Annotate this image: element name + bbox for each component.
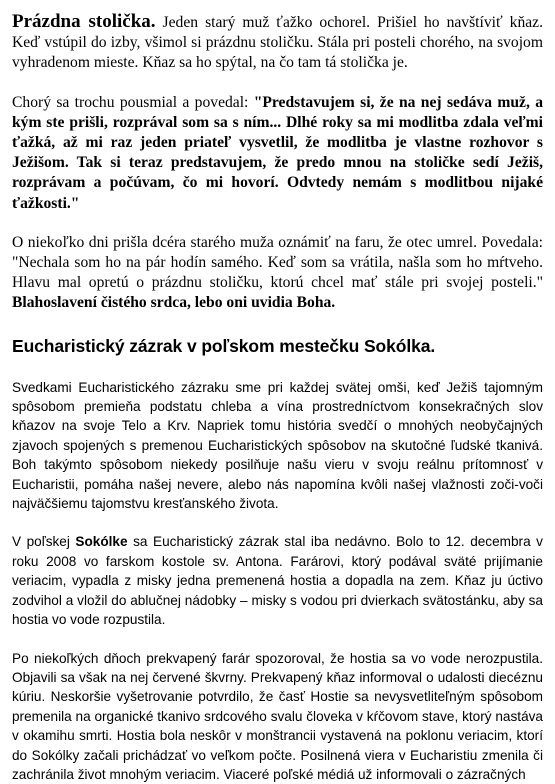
story-p3-text: O niekoľko dni prišla dcéra starého muža oznámiť na faru, že otec umrel. Povedala: "Nechala som ho na pár hodín samého. Keď som sa vrátila, našla som ho mŕtveho. Hlavu mal opretú o prázdnu stoličku, ktorú chcel mať stále pri svojej posteli."	[12, 233, 543, 292]
article-heading: Eucharistický zázrak v poľskom mestečku Sokólka.	[12, 335, 436, 356]
article-paragraph-2	[12, 532, 543, 629]
article-paragraph-1: Svedkami Eucharistického zázraku sme pri každej svätej omši, keď Ježiš tajomným spôsobom premieňa podstatu chleba a vína prostredníctvom konsekračných slov kňazov na svoje Telo a Krv. Napriek tomu história svedčí o mnohých neobyčajných zjavoch spojených s premenou Eucharistických spôsobov na skutočné ľudské tkanivá. Boh takýmto spôsobom niekedy posilňuje našu vieru v svoju reálnu prítomnosť v Eucharistii, pomáha našej nevere, alebo nás napomína kvôli našej vlažnosti zoči-voči najväčšiemu tajomstvu kresťanského života.	[12, 379, 543, 512]
article-p5-post: sa Eucharistický zázrak stal iba nedávno. Bolo to 12. decembra v roku 2008 vo farskom kostole sv. Antona. Farárovi, ktorý podával sväté prijímanie veriacim, vypadla z misky jedna premenená hostia a dopadla na zem. Kňaz ju úctivo zodvihol a vložil do ablučnej nádobky – misky s vodou pri dvierkach svätostánku, aby sa hostia vo vode rozpustila.	[12, 534, 543, 628]
story-paragraph-2	[12, 93, 543, 214]
article-p5-bold: Sokólke	[75, 534, 128, 550]
story-p2-quote: "Predstavujem si, že na nej sedáva muž, a kým ste prišli, rozprával som sa s ním... Dlhé roky sa mi modlitba zdala veľmi ťažká, až mi raz jeden priateľ vysvetlil, že modlitba je vlastne rozhovor s Ježišom. Tak si teraz predstavujem, že predo mnou na stoličke sedí Ježiš, rozprávam a počúvam, čo mi hovorí. Odvtedy nemám s modlitbou nijaké ťažkosti."	[12, 93, 543, 212]
article-p5-pre: V poľskej	[12, 534, 76, 550]
article-paragraph-3: Po niekoľkých dňoch prekvapený farár spozoroval, že hostia sa vo vode nerozpustila. Objavili sa však na nej červené škvrny. Prekvapený kňaz informoval o udalosti diecéznu kúriu. Neskoršie vyšetrovanie potvrdilo, že časť Hostie sa nevysvetliteľným spôsobom premenila na organické tkanivo srdcového svalu človeka v kŕčovom stave, ktorý nastáva v okamihu smrti. Hostia bola neskôr v monštrancii vystavená na poklonu veriacim, ktorí do Sokólky začali prichádzať vo veľkom počte. Posilnená viera v Eucharistiu zmenila či zachránila život mnohým veriacim. Viaceré poľské médiá už informovali o zázračných	[12, 650, 543, 782]
story-title: Prázdna stolička.	[12, 11, 156, 32]
story-paragraph-3	[12, 233, 543, 314]
story-paragraph-1	[12, 12, 543, 74]
document-page	[12, 12, 543, 784]
story-p3-bold: Blahoslavení čistého srdca, lebo oni uvidia Boha.	[12, 294, 336, 312]
story-p1-text: Jeden starý muž ťažko ochorel. Prišiel ho navštíviť kňaz. Keď vstúpil do izby, všimol si prázdnu stoličku. Stála pri posteli chorého, na svojom vyhradenom mieste. Kňaz sa ho spýtal, na čo tam tá stolička je.	[12, 14, 543, 72]
story-p2-text: Chorý sa trochu pousmial a povedal:	[12, 93, 254, 111]
